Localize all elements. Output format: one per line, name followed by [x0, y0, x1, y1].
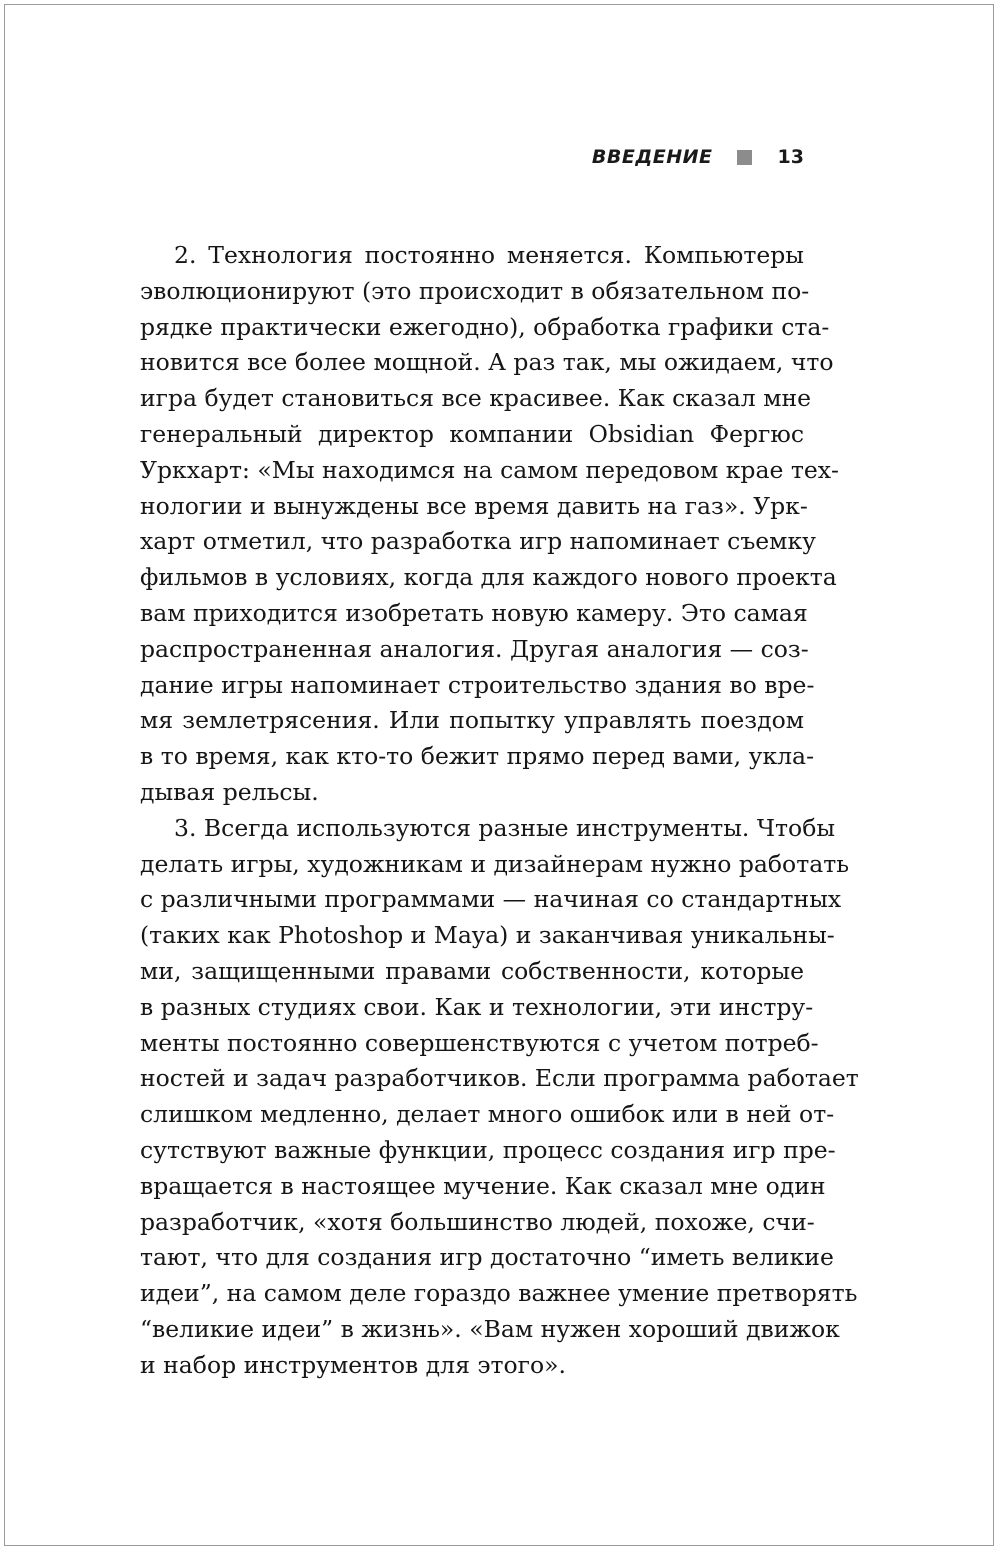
separator-square-icon [737, 150, 752, 165]
text-line: сутствуют важные функции, процесс создания игр пре- [140, 1135, 836, 1164]
text-line: новится все более мощной. А раз так, мы ожидаем, что [140, 348, 834, 377]
text-line: дание игры напоминает строительство здания во вре- [140, 670, 815, 699]
text-line: делать игры, художникам и дизайнерам нужно работать [140, 849, 850, 878]
text-line: нологии и вынуждены все время давить на газ». Урк- [140, 491, 808, 520]
text-line: эволюционируют (это происходит в обязательном по- [140, 276, 810, 305]
running-header [592, 140, 804, 174]
paragraph [140, 811, 859, 1384]
text-line: дывая рельсы. [140, 777, 319, 806]
text-line: и набор инструментов для этого». [140, 1350, 566, 1379]
page-number: 13 [777, 146, 804, 168]
text-line: (таких как Photoshop и Maya) и заканчивая уникальны- [140, 921, 835, 950]
paragraph [140, 238, 839, 811]
text-line: ностей и задач разработчиков. Если программа работает [140, 1064, 859, 1093]
text-line: менты постоянно совершенствуются с учетом потреб- [140, 1028, 819, 1057]
text-line: идеи”, на самом деле гораздо важнее умение претворять [140, 1279, 858, 1308]
text-line: 3. Всегда используются разные инструменты. Чтобы [174, 813, 836, 842]
text-line: харт отметил, что разработка игр напоминает съемку [140, 527, 816, 556]
section-title: ВВЕДЕНИЕ [591, 146, 713, 168]
body-text [140, 238, 859, 1384]
text-line: вращается в настоящее мучение. Как сказал мне один [140, 1171, 826, 1200]
text-line: ми, защищенными правами собственности, которые [140, 956, 804, 985]
text-line: генеральный директор компании Obsidian Фергюс [140, 419, 804, 448]
text-line: мя землетрясения. Или попытку управлять поездом [140, 706, 804, 735]
text-line: “великие идеи” в жизнь». «Вам нужен хороший движок [140, 1314, 840, 1343]
text-line: тают, что для создания игр достаточно “иметь великие [140, 1243, 834, 1272]
text-line: фильмов в условиях, когда для каждого нового проекта [140, 563, 837, 592]
text-line: слишком медленно, делает много ошибок или в ней от- [140, 1100, 835, 1129]
text-line: вам приходится изобретать новую камеру. Это самая [140, 598, 808, 627]
text-line: в то время, как кто-то бежит прямо перед вами, укла- [140, 742, 815, 771]
text-line: Уркхарт: «Мы находимся на самом передовом крае тех- [140, 455, 839, 484]
text-line: с различными программами — начиная со стандартных [140, 885, 842, 914]
text-line: распространенная аналогия. Другая аналогия — соз- [140, 634, 809, 663]
text-line: рядке практически ежегодно), обработка графики ста- [140, 312, 830, 341]
text-line: игра будет становиться все красивее. Как сказал мне [140, 384, 812, 413]
text-line: 2. Технология постоянно меняется. Компьютеры [174, 241, 804, 269]
text-line: разработчик, «хотя большинство людей, похоже, счи- [140, 1207, 815, 1236]
text-line: в разных студиях свои. Как и технологии, эти инстру- [140, 992, 814, 1021]
